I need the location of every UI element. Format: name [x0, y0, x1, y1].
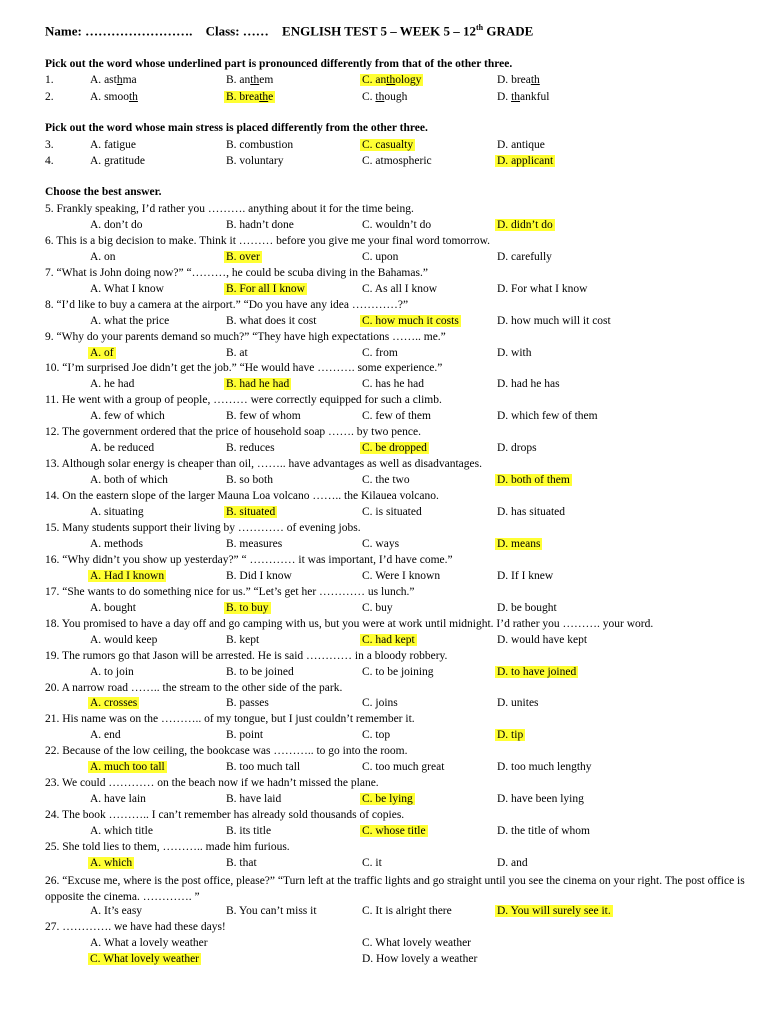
answer-option: [88, 378, 136, 390]
option-part: A.: [90, 155, 105, 167]
option-part: an: [375, 74, 387, 86]
answer-text: B. few of whom: [226, 410, 301, 422]
answer-text: D. For what I know: [497, 283, 588, 295]
option-part: ough: [384, 91, 408, 103]
answer-option: [88, 139, 138, 151]
question-number: 4.: [45, 155, 54, 167]
answer-option: [224, 570, 294, 582]
answer-option: [88, 905, 144, 917]
answer-text: B. at: [226, 347, 248, 359]
question-text: 23. We could ………… on the beach now if we hadn’t missed the plane.: [45, 777, 379, 789]
answer-option: [360, 378, 426, 390]
answer-option: [224, 697, 271, 709]
highlighted-answer: C. be lying: [362, 793, 413, 805]
option-part: ast: [104, 74, 117, 86]
answer-option: [88, 602, 138, 614]
answer-text: A. both of which: [90, 474, 168, 486]
answer-option: [360, 729, 392, 741]
answer-text: D. had he has: [497, 378, 560, 390]
answer-option: [495, 219, 555, 231]
class-label: Class: ……: [205, 23, 269, 39]
option-part: B.: [226, 155, 240, 167]
highlighted-answer: D. tip: [497, 729, 524, 741]
answer-text: [495, 74, 542, 86]
option-part: D.: [497, 91, 512, 103]
answer-text: [88, 139, 138, 151]
answer-text: D. which few of them: [497, 410, 598, 422]
option-part: casualty: [375, 139, 414, 151]
answer-option: [360, 410, 433, 422]
answer-text: D. would have kept: [497, 634, 588, 646]
answer-text: C. has he had: [362, 378, 424, 390]
answer-text: D. and: [497, 857, 528, 869]
option-part: brea: [511, 74, 531, 86]
answer-text: [88, 74, 139, 86]
answer-text: A. bought: [90, 602, 136, 614]
section-instruction: Pick out the word whose underlined part is pronounced differently from that of the other three.: [45, 58, 513, 70]
question-number: 2.: [45, 91, 54, 103]
option-part: A.: [90, 139, 105, 151]
answer-option: [360, 139, 415, 151]
answer-text: A. What a lovely weather: [90, 937, 208, 949]
answer-option: [360, 825, 428, 837]
title-sup: th: [476, 23, 484, 32]
question-text: 18. You promised to have a day off and go camping with us, but you were at work until midnight. I’d rather you ………. your word.: [45, 618, 654, 630]
answer-text: D. If I knew: [497, 570, 554, 582]
answer-text: C. it: [362, 857, 382, 869]
answer-text: D. have been lying: [497, 793, 584, 805]
question-text: 6. This is a big decision to make. Think it ……… before you give me your final word tomorrow.: [45, 235, 491, 247]
question-text: 26. “Excuse me, where is the post office, please?” “Turn left at the traffic lights and go straight until you see the cinema on your right. The post office is opposite the cinema. …………. ”: [45, 875, 745, 903]
underlined-part: th: [530, 74, 540, 86]
answer-text: C. to be joining: [362, 666, 434, 678]
answer-text: C. few of them: [362, 410, 431, 422]
answer-option: [495, 74, 542, 86]
answer-text: B. what does it cost: [226, 315, 317, 327]
question-number: 3.: [45, 139, 54, 151]
answer-text: C. Were I known: [362, 570, 441, 582]
answer-text: B. to be joined: [226, 666, 294, 678]
answer-option: [88, 506, 146, 518]
question-text: 14. On the eastern slope of the larger Mauna Loa volcano …….. the Kilauea volcano.: [45, 490, 439, 502]
answer-text: B. hadn’t done: [226, 219, 294, 231]
answer-text: [495, 91, 551, 103]
answer-text: A. he had: [90, 378, 135, 390]
answer-option: [224, 905, 319, 917]
answer-text: C. too much great: [362, 761, 445, 773]
option-part: C.: [362, 74, 376, 86]
question-text: 15. Many students support their living by ………… of evening jobs.: [45, 522, 361, 534]
answer-option: [224, 793, 283, 805]
answer-option: [224, 825, 273, 837]
answer-option: [224, 506, 277, 518]
answer-option: [88, 937, 210, 949]
answer-option: [88, 953, 201, 965]
underlined-part: th: [375, 91, 385, 103]
answer-option: [360, 634, 417, 646]
answer-option: [88, 251, 118, 263]
answer-text: C. is situated: [362, 506, 422, 518]
answer-text: B. its title: [226, 825, 272, 837]
answer-text: B. passes: [226, 697, 269, 709]
question-text: 22. Because of the low ceiling, the bookcase was ……….. to go into the room.: [45, 745, 408, 757]
option-part: gratitude: [104, 155, 145, 167]
option-part: C.: [362, 155, 376, 167]
answer-option: [495, 857, 530, 869]
question-text: 19. The rumors go that Jason will be arrested. He is said ………… in a bloody robbery.: [45, 650, 448, 662]
answer-option: [495, 905, 613, 917]
question-text: 27. …………. we have had these days!: [45, 921, 226, 933]
highlighted-answer: C. how much it costs: [362, 315, 459, 327]
answer-option: [88, 347, 116, 359]
option-part: C.: [362, 91, 376, 103]
answer-option: [88, 442, 156, 454]
underlined-part: h: [116, 74, 123, 86]
answer-option: [360, 905, 454, 917]
answer-text: A. methods: [90, 538, 144, 550]
answer-option: [88, 825, 155, 837]
highlighted-answer: B. to buy: [226, 602, 269, 614]
option-part: D.: [497, 74, 512, 86]
question-text: 9. “Why do your parents demand so much?” “They have high expectations …….. me.”: [45, 331, 446, 343]
answer-option: [224, 91, 275, 103]
answer-text: D. How lovely a weather: [362, 953, 478, 965]
answer-text: D. carefully: [497, 251, 552, 263]
option-part: combustion: [239, 139, 294, 151]
answer-text: B. so both: [226, 474, 273, 486]
option-part: C.: [362, 139, 376, 151]
option-part: ma: [122, 74, 137, 86]
answer-text: D. has situated: [497, 506, 566, 518]
answer-option: [88, 761, 167, 773]
answer-option: [88, 697, 139, 709]
option-part: B.: [226, 74, 240, 86]
answer-option: [224, 283, 307, 295]
option-part: e: [268, 91, 274, 103]
answer-option: [224, 347, 250, 359]
answer-option: [88, 634, 159, 646]
option-part: brea: [239, 91, 260, 103]
answer-text: [224, 155, 286, 167]
highlighted-answer: C. be dropped: [362, 442, 427, 454]
answer-option: [360, 442, 429, 454]
underlined-part: th: [250, 74, 260, 86]
answer-text: [360, 155, 434, 167]
answer-option: [224, 666, 296, 678]
answer-option: [224, 729, 265, 741]
answer-text: B. that: [226, 857, 257, 869]
answer-option: [360, 155, 434, 167]
answer-option: [88, 729, 123, 741]
question-text: 17. “She wants to do something nice for us.” “Let’s get her ………… us lunch.”: [45, 586, 415, 598]
answer-text: C. from: [362, 347, 398, 359]
answer-text: [360, 91, 409, 103]
answer-option: [224, 474, 275, 486]
answer-option: [360, 474, 412, 486]
answer-option: [495, 634, 589, 646]
answer-option: [88, 666, 136, 678]
answer-option: [495, 602, 559, 614]
answer-text: A. which title: [90, 825, 153, 837]
answer-option: [224, 315, 318, 327]
answer-text: [88, 155, 147, 167]
question-text: 20. A narrow road …….. the stream to the other side of the park.: [45, 682, 343, 694]
answer-option: [360, 219, 433, 231]
question-text: 10. “I’m surprised Joe didn’t get the job.” “He would have ………. some experience.”: [45, 362, 443, 374]
underlined-part: th: [259, 91, 269, 103]
answer-option: [224, 410, 303, 422]
answer-option: [88, 538, 145, 550]
answer-option: [360, 793, 415, 805]
option-part: smoo: [104, 91, 129, 103]
answer-text: C. It is alright there: [362, 905, 452, 917]
highlighted-answer: B. For all I know: [226, 283, 305, 295]
highlighted-answer: [360, 139, 415, 151]
option-part: D.: [497, 139, 512, 151]
answer-option: [88, 219, 145, 231]
answer-option: [224, 761, 302, 773]
answer-text: A. on: [90, 251, 116, 263]
answer-option: [495, 91, 551, 103]
answer-option: [224, 442, 277, 454]
option-part: antique: [511, 139, 545, 151]
answer-option: [224, 602, 271, 614]
highlighted-answer: B. had he had: [226, 378, 290, 390]
answer-text: A. would keep: [90, 634, 158, 646]
answer-option: [88, 91, 140, 103]
question-text: 12. The government ordered that the price of household soap ……. by two pence.: [45, 426, 421, 438]
answer-option: [360, 74, 423, 86]
question-text: 5. Frankly speaking, I’d rather you ………. anything about it for the time being.: [45, 203, 414, 215]
answer-option: [360, 91, 409, 103]
answer-text: D. drops: [497, 442, 537, 454]
option-part: B.: [226, 91, 240, 103]
test-title: ENGLISH TEST 5 – WEEK 5 – 12: [282, 23, 477, 39]
answer-option: [88, 315, 171, 327]
answer-text: B. have laid: [226, 793, 282, 805]
question-text: 25. She told lies to them, ……….. made him furious.: [45, 841, 290, 853]
answer-option: [360, 506, 424, 518]
answer-option: [495, 697, 541, 709]
answer-option: [88, 155, 147, 167]
answer-option: [495, 793, 586, 805]
answer-option: [88, 283, 166, 295]
answer-option: [360, 570, 442, 582]
test-header: [45, 23, 533, 39]
answer-text: A. It’s easy: [90, 905, 143, 917]
answer-option: [88, 570, 166, 582]
answer-option: [495, 315, 613, 327]
highlighted-answer: C. What lovely weather: [90, 953, 200, 965]
highlighted-answer: A. much too tall: [90, 761, 165, 773]
answer-text: B. too much tall: [226, 761, 301, 773]
answer-text: A. to join: [90, 666, 134, 678]
answer-option: [224, 251, 262, 263]
answer-text: A. situating: [90, 506, 144, 518]
highlighted-answer: [360, 74, 423, 86]
option-part: A.: [90, 91, 105, 103]
answer-option: [360, 857, 384, 869]
answer-text: D. unites: [497, 697, 539, 709]
answer-option: [495, 442, 539, 454]
answer-text: D. the title of whom: [497, 825, 590, 837]
highlighted-answer: C. had kept: [362, 634, 415, 646]
answer-option: [88, 474, 170, 486]
answer-option: [88, 410, 167, 422]
answer-option: [495, 474, 572, 486]
highlighted-answer: B. situated: [226, 506, 276, 518]
highlighted-answer: D. both of them: [497, 474, 570, 486]
answer-text: C. upon: [362, 251, 399, 263]
name-label: Name: …………………….: [45, 23, 193, 39]
answer-option: [495, 410, 600, 422]
answer-text: B. reduces: [226, 442, 275, 454]
answer-option: [88, 793, 148, 805]
answer-text: C. the two: [362, 474, 410, 486]
answer-text: A. be reduced: [90, 442, 155, 454]
highlighted-answer: A. of: [90, 347, 114, 359]
answer-option: [224, 219, 296, 231]
answer-option: [495, 155, 555, 167]
answer-option: [495, 666, 578, 678]
answer-option: [495, 729, 525, 741]
highlighted-answer: [495, 155, 555, 167]
answer-text: B. point: [226, 729, 264, 741]
question-text: 24. The book ……….. I can’t remember has already sold thousands of copies.: [45, 809, 405, 821]
answer-text: C. As all I know: [362, 283, 438, 295]
answer-option: [224, 634, 261, 646]
option-part: ankful: [520, 91, 550, 103]
answer-option: [495, 283, 589, 295]
option-part: fatigue: [104, 139, 136, 151]
answer-option: [224, 74, 275, 86]
answer-option: [360, 761, 446, 773]
question-text: 21. His name was on the ……….. of my tongue, but I just couldn’t remember it.: [45, 713, 415, 725]
highlighted-answer: D. You will surely see it.: [497, 905, 611, 917]
answer-option: [360, 315, 461, 327]
answer-text: C. buy: [362, 602, 393, 614]
highlighted-answer: C. whose title: [362, 825, 426, 837]
question-text: 8. “I’d like to buy a camera at the airport.” “Do you have any idea …………?”: [45, 299, 409, 311]
highlighted-answer: B. over: [226, 251, 260, 263]
answer-text: C. joins: [362, 697, 398, 709]
answer-text: [224, 74, 275, 86]
answer-text: [495, 139, 547, 151]
answer-text: C. What lovely weather: [362, 937, 472, 949]
answer-text: B. measures: [226, 538, 283, 550]
answer-text: A. what the price: [90, 315, 170, 327]
answer-text: B. You can’t miss it: [226, 905, 317, 917]
mc-instruction: Choose the best answer.: [45, 186, 162, 198]
answer-option: [360, 538, 401, 550]
option-part: an: [239, 74, 251, 86]
answer-text: [88, 91, 140, 103]
answer-text: C. top: [362, 729, 391, 741]
answer-text: A. few of which: [90, 410, 165, 422]
answer-option: [224, 155, 286, 167]
answer-option: [360, 953, 479, 965]
answer-option: [495, 139, 547, 151]
answer-option: [360, 347, 400, 359]
option-part: ology: [395, 74, 422, 86]
underlined-part: th: [128, 91, 138, 103]
answer-text: A. have lain: [90, 793, 146, 805]
answer-option: [360, 251, 400, 263]
section-instruction: Pick out the word whose main stress is placed differently from the other three.: [45, 122, 428, 134]
option-part: B.: [226, 139, 240, 151]
underlined-part: th: [386, 74, 396, 86]
highlighted-answer: A. which: [90, 857, 133, 869]
answer-text: C. ways: [362, 538, 400, 550]
highlighted-answer: A. Had I known: [90, 570, 165, 582]
answer-text: [224, 139, 295, 151]
answer-text: D. too much lengthy: [497, 761, 592, 773]
option-part: voluntary: [239, 155, 284, 167]
answer-option: [360, 697, 400, 709]
answer-option: [495, 251, 554, 263]
answer-text: C. wouldn’t do: [362, 219, 432, 231]
answer-option: [360, 937, 473, 949]
highlighted-answer: [224, 91, 275, 103]
option-part: A.: [90, 74, 105, 86]
answer-text: D. how much will it cost: [497, 315, 611, 327]
answer-option: [495, 378, 562, 390]
answer-option: [495, 506, 567, 518]
highlighted-answer: D. means: [497, 538, 541, 550]
answer-text: B. Did I know: [226, 570, 292, 582]
highlighted-answer: A. crosses: [90, 697, 138, 709]
answer-option: [224, 139, 295, 151]
answer-text: A. What I know: [90, 283, 164, 295]
answer-text: B. kept: [226, 634, 260, 646]
answer-option: [224, 857, 259, 869]
answer-option: [495, 761, 594, 773]
answer-text: D. be bought: [497, 602, 557, 614]
answer-option: [495, 570, 555, 582]
answer-option: [495, 347, 534, 359]
answer-option: [224, 538, 284, 550]
question-number: 1.: [45, 74, 54, 86]
answer-text: A. end: [90, 729, 121, 741]
answer-option: [88, 857, 134, 869]
answer-option: [360, 283, 439, 295]
answer-text: A. don’t do: [90, 219, 143, 231]
question-text: 7. “What is John doing now?” “………, he could be scuba diving in the Bahamas.”: [45, 267, 428, 279]
underlined-part: th: [511, 91, 521, 103]
option-part: em: [259, 74, 274, 86]
answer-option: [88, 74, 139, 86]
question-text: 16. “Why didn’t you show up yesterday?” “ ………… it was important, I’d have come.”: [45, 554, 453, 566]
answer-option: [495, 825, 592, 837]
answer-option: [360, 602, 395, 614]
answer-option: [495, 538, 542, 550]
question-text: 13. Although solar energy is cheaper than oil, …….. have advantages as well as disadvantages.: [45, 458, 482, 470]
highlighted-answer: D. to have joined: [497, 666, 577, 678]
question-text: 11. He went with a group of people, ……… were correctly equipped for such a climb.: [45, 394, 442, 406]
option-part: atmospheric: [375, 155, 432, 167]
answer-text: D. with: [497, 347, 532, 359]
answer-option: [224, 378, 291, 390]
title-end: GRADE: [486, 23, 534, 39]
answer-option: [360, 666, 436, 678]
option-part: applicant: [511, 155, 554, 167]
highlighted-answer: D. didn’t do: [497, 219, 553, 231]
option-part: D.: [497, 155, 512, 167]
